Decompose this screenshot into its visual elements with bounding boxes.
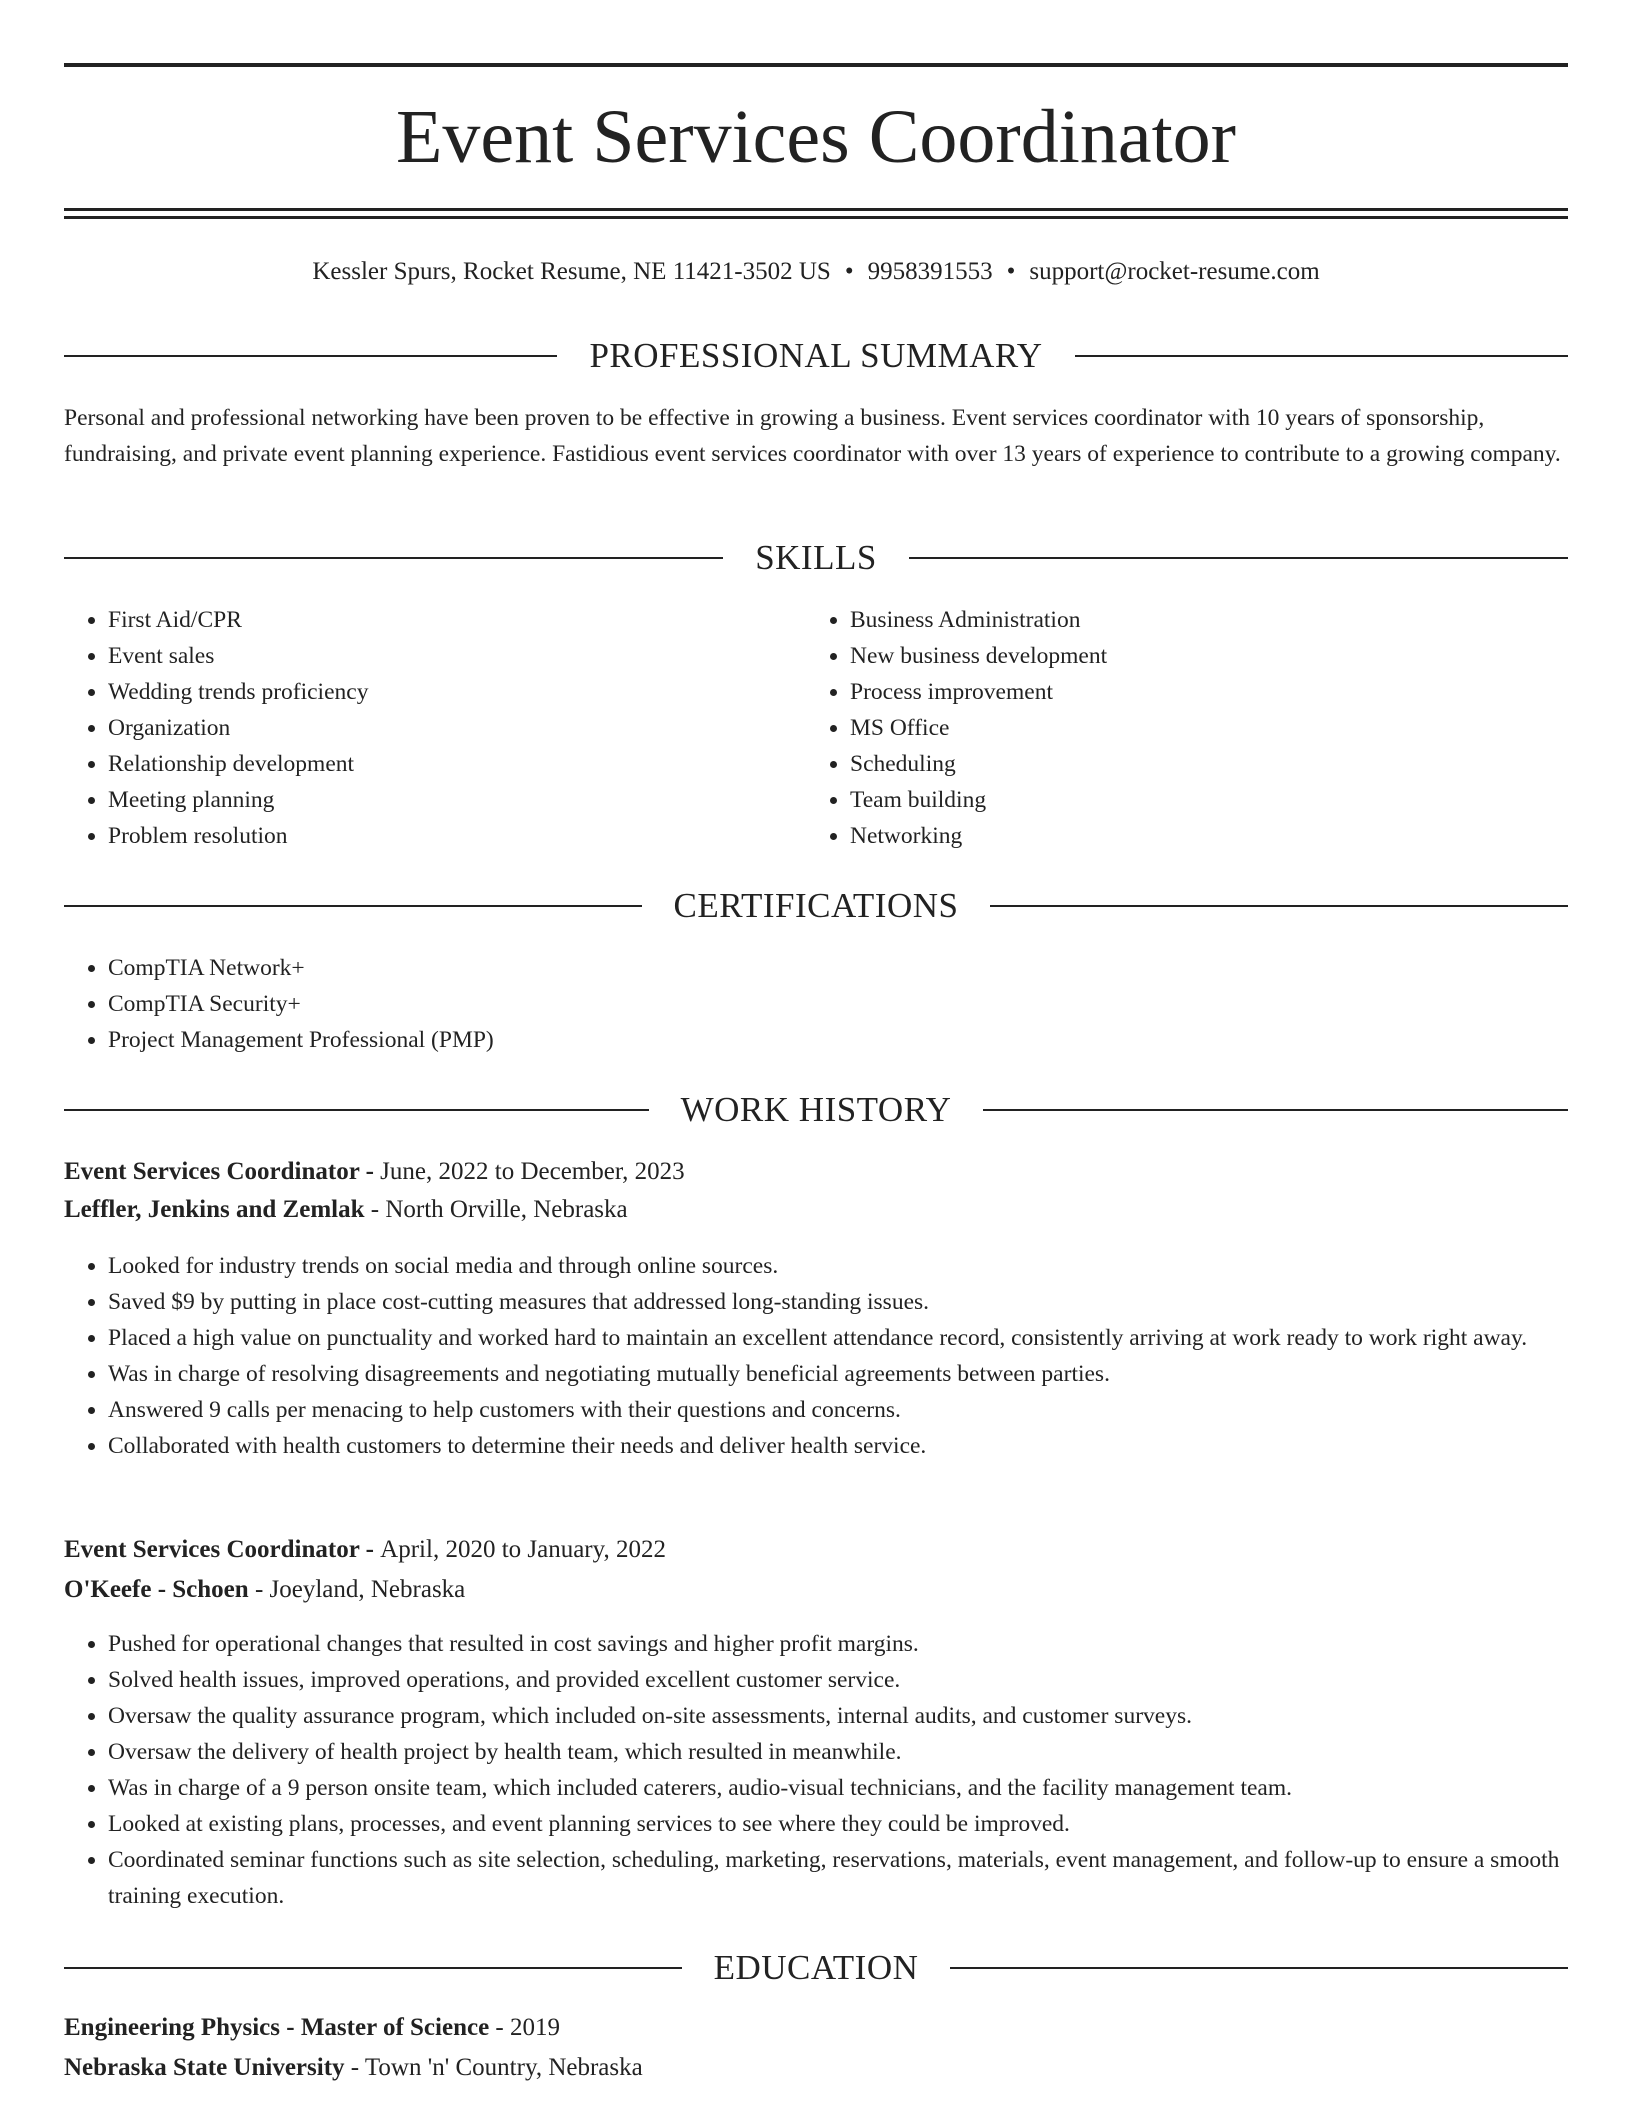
contact-separator: •	[844, 258, 854, 285]
skill-item: • MS Office	[850, 710, 1550, 746]
heading-rule-right	[1075, 355, 1568, 357]
header-bottom-rule-1	[64, 208, 1568, 211]
contact-email: support@rocket-resume.com	[1029, 258, 1320, 285]
skill-item: • Organization	[108, 710, 808, 746]
section-heading-text: SKILLS	[755, 538, 877, 577]
job-bullets	[64, 1248, 1568, 1464]
section-heading-work-history	[64, 1088, 1568, 1132]
education-dash: -	[344, 2054, 365, 2081]
job-bullet: • Answered 9 calls per menacing to help customers with their questions and concerns.	[108, 1392, 1568, 1428]
job-bullet: • Oversaw the quality assurance program, which included on-site assessments, internal audits, and customer surveys.	[108, 1698, 1568, 1734]
job-dates: June, 2022 to December, 2023	[380, 1158, 685, 1185]
job-company: O'Keefe - Schoen	[64, 1576, 249, 1603]
job-dash: -	[248, 1576, 270, 1603]
job-title-line	[64, 1532, 1568, 1568]
skill-item: • Business Administration	[850, 602, 1550, 638]
skills-list-left	[64, 602, 808, 854]
section-heading-education	[64, 1946, 1568, 1990]
job-bullet: • Was in charge of a 9 person onsite team, which included caterers, audio-visual technicians, and the facility management team.	[108, 1770, 1568, 1806]
skills-list-right	[806, 602, 1550, 854]
job-bullet: • Saved $9 by putting in place cost-cutting measures that addressed long-standing issues.	[108, 1284, 1568, 1320]
heading-rule-right	[909, 557, 1568, 559]
job-bullet: • Pushed for operational changes that resulted in cost savings and higher profit margins.	[108, 1626, 1568, 1662]
heading-rule-left	[64, 905, 642, 907]
job-dates: April, 2020 to January, 2022	[380, 1536, 667, 1563]
section-heading-summary	[64, 334, 1568, 378]
section-heading-text: CERTIFICATIONS	[673, 886, 959, 925]
resume-title: Event Services Coordinator	[395, 95, 1236, 179]
heading-rule-left	[64, 1967, 682, 1969]
job-title: Event Services Coordinator	[64, 1536, 360, 1563]
certification-item: • CompTIA Network+	[108, 950, 1568, 986]
certifications-list	[64, 950, 1568, 1058]
section-heading-skills	[64, 536, 1568, 580]
heading-rule-right	[950, 1967, 1568, 1969]
heading-rule-right	[990, 905, 1568, 907]
skill-item: • Event sales	[108, 638, 808, 674]
contact-address: Kessler Spurs, Rocket Resume, NE 11421-3502 US	[312, 258, 831, 285]
skill-item: • Team building	[850, 782, 1550, 818]
skill-item: • Problem resolution	[108, 818, 808, 854]
certification-item: • Project Management Professional (PMP)	[108, 1022, 1568, 1058]
section-heading-text: EDUCATION	[713, 1948, 919, 1987]
summary-text: Personal and professional networking have been proven to be effective in growing a business. Event services coordinator with 10 years of sponsorship, fundraising, and private event planning experience. Fastidious event services coordinator with over 13 years of experience to contribute to a growing company.	[64, 405, 1561, 467]
job-bullet: • Oversaw the delivery of health project by health team, which resulted in meanwhile.	[108, 1734, 1568, 1770]
heading-rule-left	[64, 1109, 649, 1111]
skill-item: • New business development	[850, 638, 1550, 674]
job-location: North Orville, Nebraska	[385, 1196, 628, 1223]
job-bullet: • Collaborated with health customers to determine their needs and deliver health service.	[108, 1428, 1568, 1464]
section-heading-certifications	[64, 884, 1568, 928]
job-company-line	[64, 1192, 1568, 1228]
job-company-line	[64, 1572, 1568, 1608]
job-company: Leffler, Jenkins and Zemlak	[64, 1196, 365, 1223]
skill-item: • Meeting planning	[108, 782, 808, 818]
job-title: Event Services Coordinator	[64, 1158, 360, 1185]
job-bullets	[64, 1626, 1568, 1914]
education-school: Nebraska State University	[64, 2054, 345, 2081]
education-school-line	[64, 2050, 1568, 2086]
skill-item: • Scheduling	[850, 746, 1550, 782]
contact-line	[64, 255, 1568, 289]
job-bullet: • Solved health issues, improved operations, and provided excellent customer service.	[108, 1662, 1568, 1698]
skill-item: • Relationship development	[108, 746, 808, 782]
heading-rule-left	[64, 355, 557, 357]
job-dash: -	[364, 1196, 386, 1223]
contact-separator: •	[1006, 258, 1016, 285]
job-bullet: • Was in charge of resolving disagreements and negotiating mutually beneficial agreements between parties.	[108, 1356, 1568, 1392]
header-top-rule	[64, 63, 1568, 67]
skill-item: • Networking	[850, 818, 1550, 854]
education-location: Town 'n' Country, Nebraska	[364, 2054, 643, 2081]
education-degree-line	[64, 2010, 1568, 2046]
certification-item: • CompTIA Security+	[108, 986, 1568, 1022]
job-bullet: • Coordinated seminar functions such as site selection, scheduling, marketing, reservations, materials, event management, and follow-up to ensure a smooth training execution.	[108, 1842, 1568, 1914]
job-location: Joeyland, Nebraska	[269, 1576, 466, 1603]
heading-rule-right	[983, 1109, 1568, 1111]
education-year: 2019	[510, 2014, 560, 2041]
contact-phone: 9958391553	[867, 258, 993, 285]
header-bottom-rule-2	[64, 216, 1568, 219]
education-dash: -	[489, 2014, 510, 2041]
job-dash: -	[359, 1158, 381, 1185]
job-bullet: • Looked for industry trends on social media and through online sources.	[108, 1248, 1568, 1284]
job-title-line	[64, 1154, 1568, 1190]
skill-item: • Process improvement	[850, 674, 1550, 710]
education-degree: Engineering Physics - Master of Science	[64, 2014, 490, 2041]
section-heading-text: WORK HISTORY	[680, 1090, 952, 1129]
section-heading-text: PROFESSIONAL SUMMARY	[589, 336, 1043, 375]
heading-rule-left	[64, 557, 723, 559]
skill-item: • Wedding trends proficiency	[108, 674, 808, 710]
job-dash: -	[359, 1536, 381, 1563]
job-bullet: • Looked at existing plans, processes, and event planning services to see where they could be improved.	[108, 1806, 1568, 1842]
job-bullet: • Placed a high value on punctuality and worked hard to maintain an excellent attendance record, consistently arriving at work ready to work right away.	[108, 1320, 1568, 1356]
skill-item: • First Aid/CPR	[108, 602, 808, 638]
